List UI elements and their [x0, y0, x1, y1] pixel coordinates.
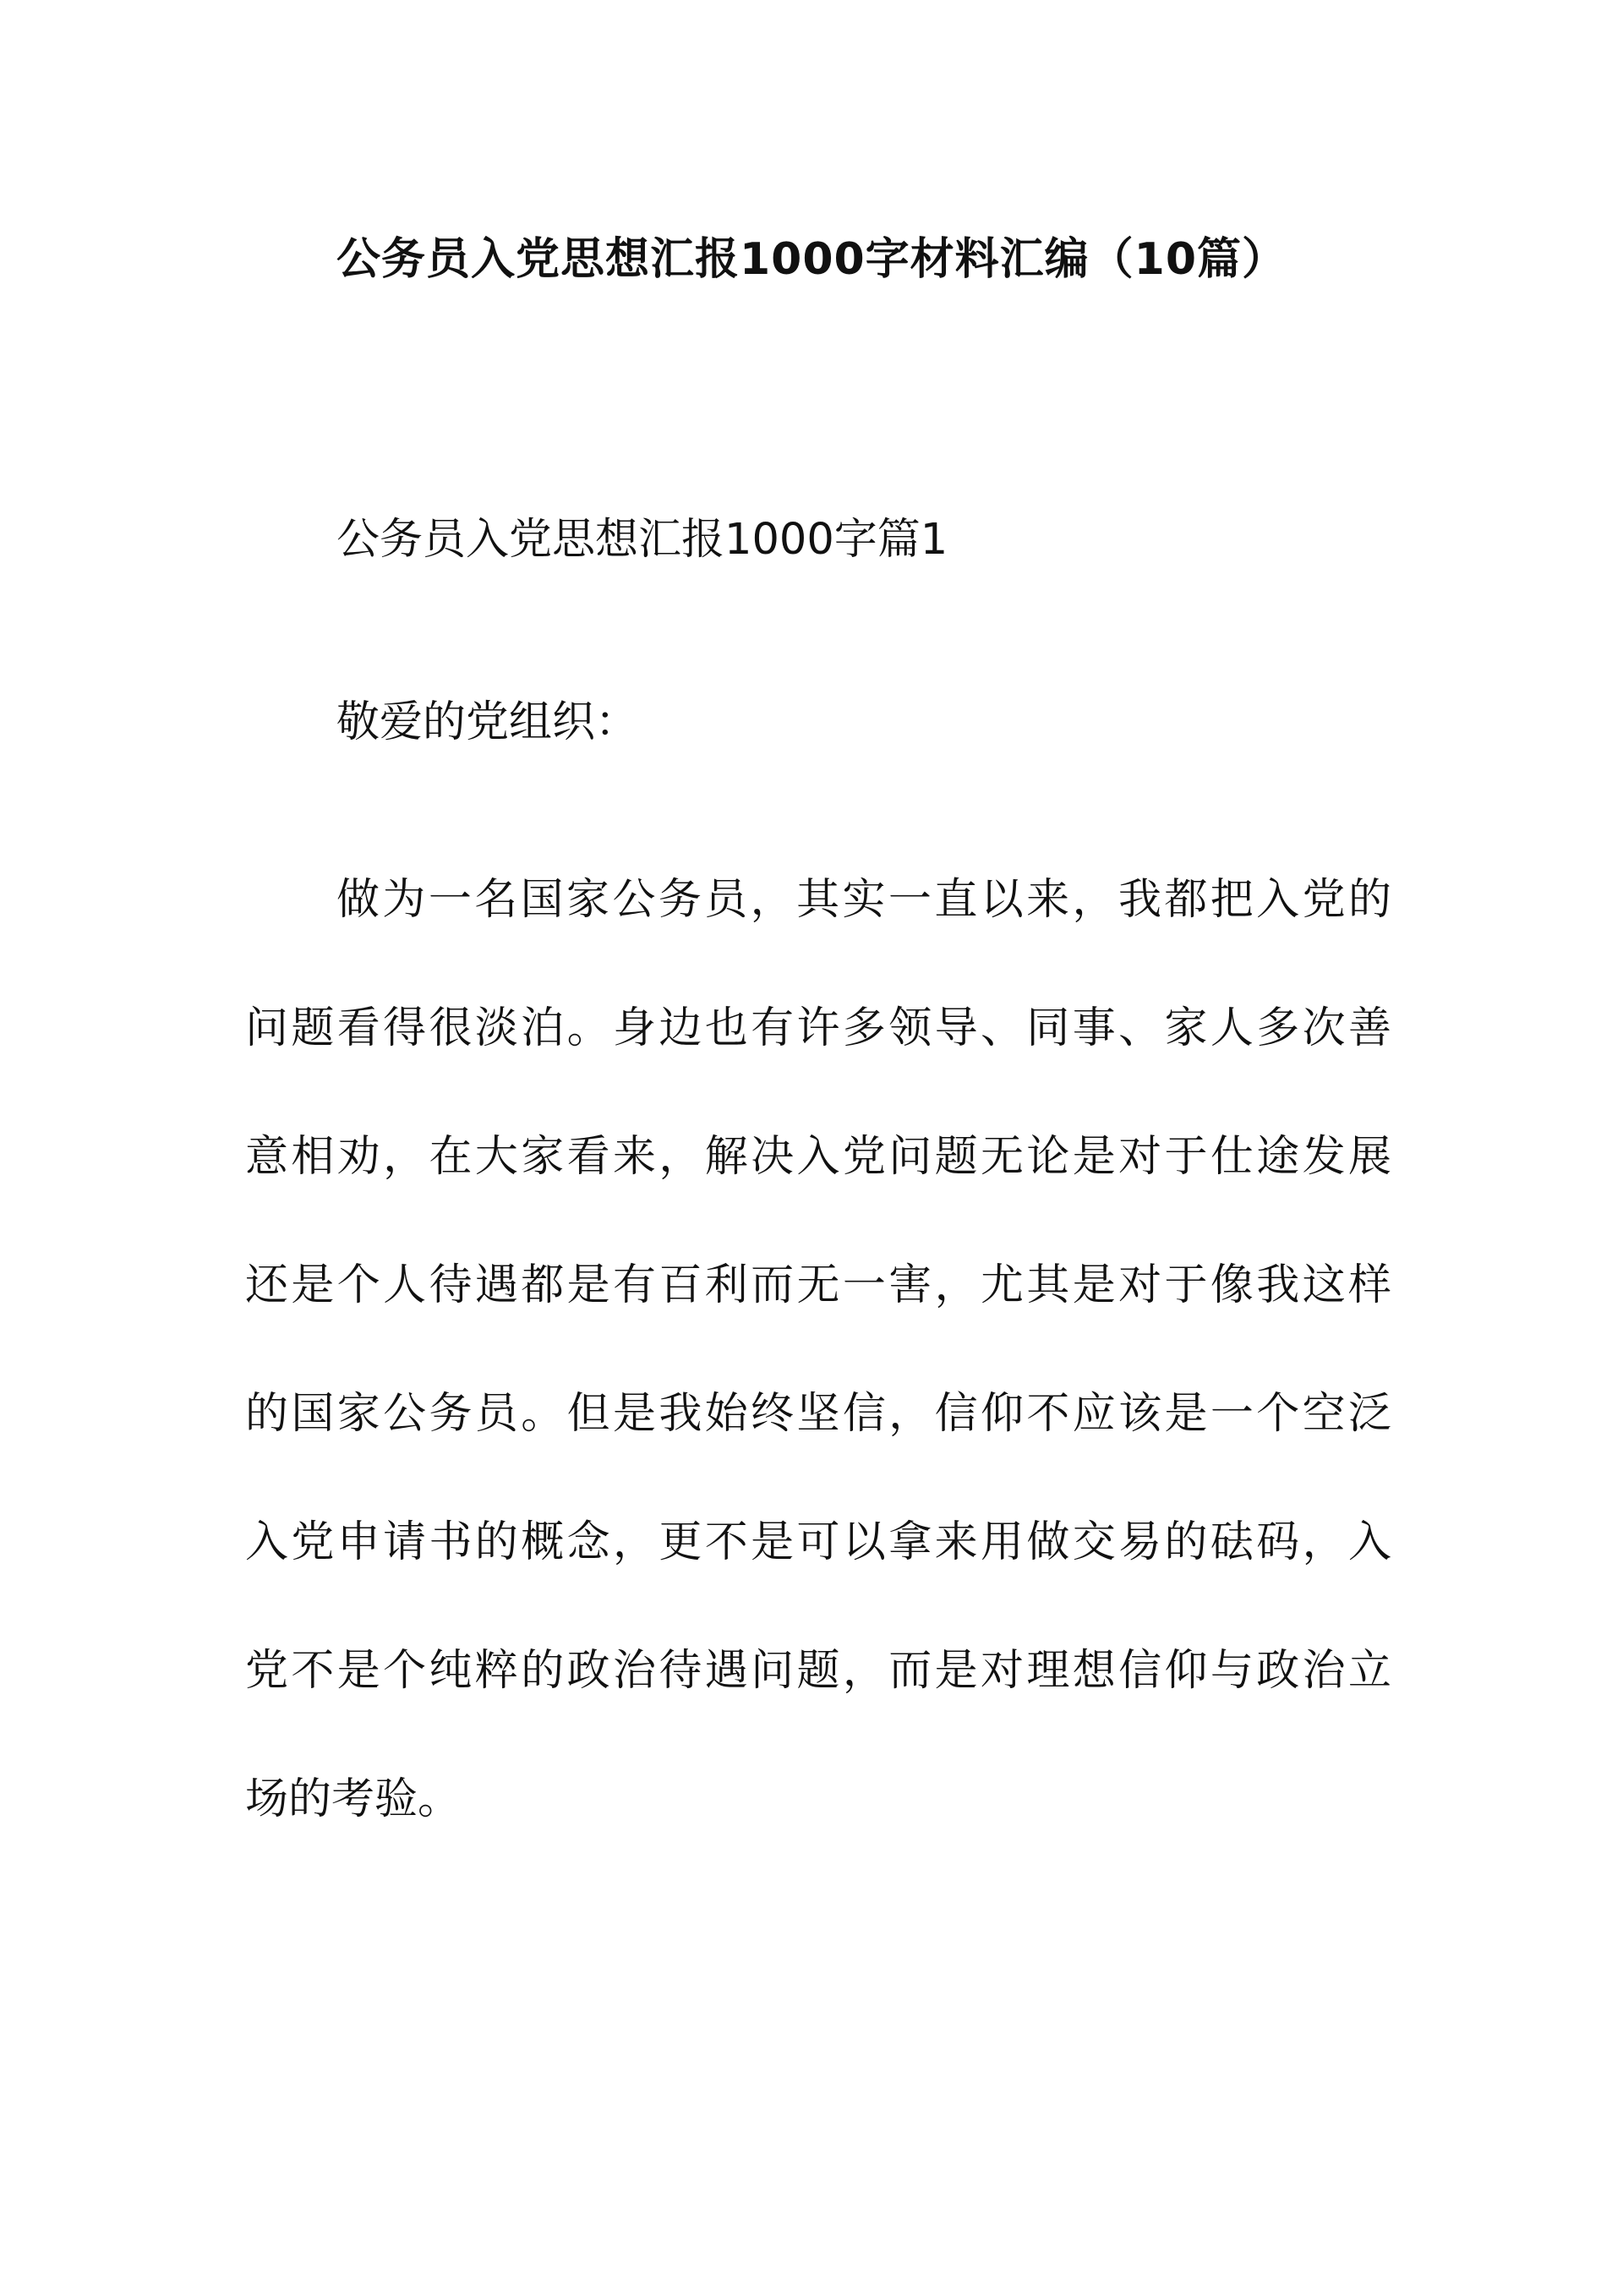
- paragraph-line: 场的考验。: [245, 1774, 462, 1824]
- paragraph-line: 问题看得很淡泊。身边也有许多领导、同事、家人多次善: [245, 1003, 1391, 1053]
- paragraph-line: 做为一名国家公务员，其实一直以来，我都把入党的: [336, 875, 1391, 925]
- paragraph-line: 的国家公务员。但是我始终坚信，信仰不应该是一个空泛: [245, 1389, 1391, 1439]
- body-paragraph: [245, 871, 1391, 1829]
- section-heading: 公务员入党思想汇报1000字篇1: [336, 515, 948, 565]
- paragraph-line: 还是个人待遇都是有百利而无一害，尤其是对于像我这样: [245, 1260, 1391, 1310]
- salutation: 敬爱的党组织：: [336, 697, 639, 747]
- document-title: 公务员入党思想汇报1000字材料汇编（10篇）: [336, 234, 1287, 285]
- paragraph-line: 入党申请书的概念，更不是可以拿来用做交易的砝码，入: [245, 1517, 1391, 1567]
- paragraph-line: 党不是个纯粹的政治待遇问题，而是对理想信仰与政治立: [245, 1646, 1391, 1696]
- paragraph-line: 意相劝，在大家看来，解决入党问题无论是对于仕途发展: [245, 1132, 1391, 1182]
